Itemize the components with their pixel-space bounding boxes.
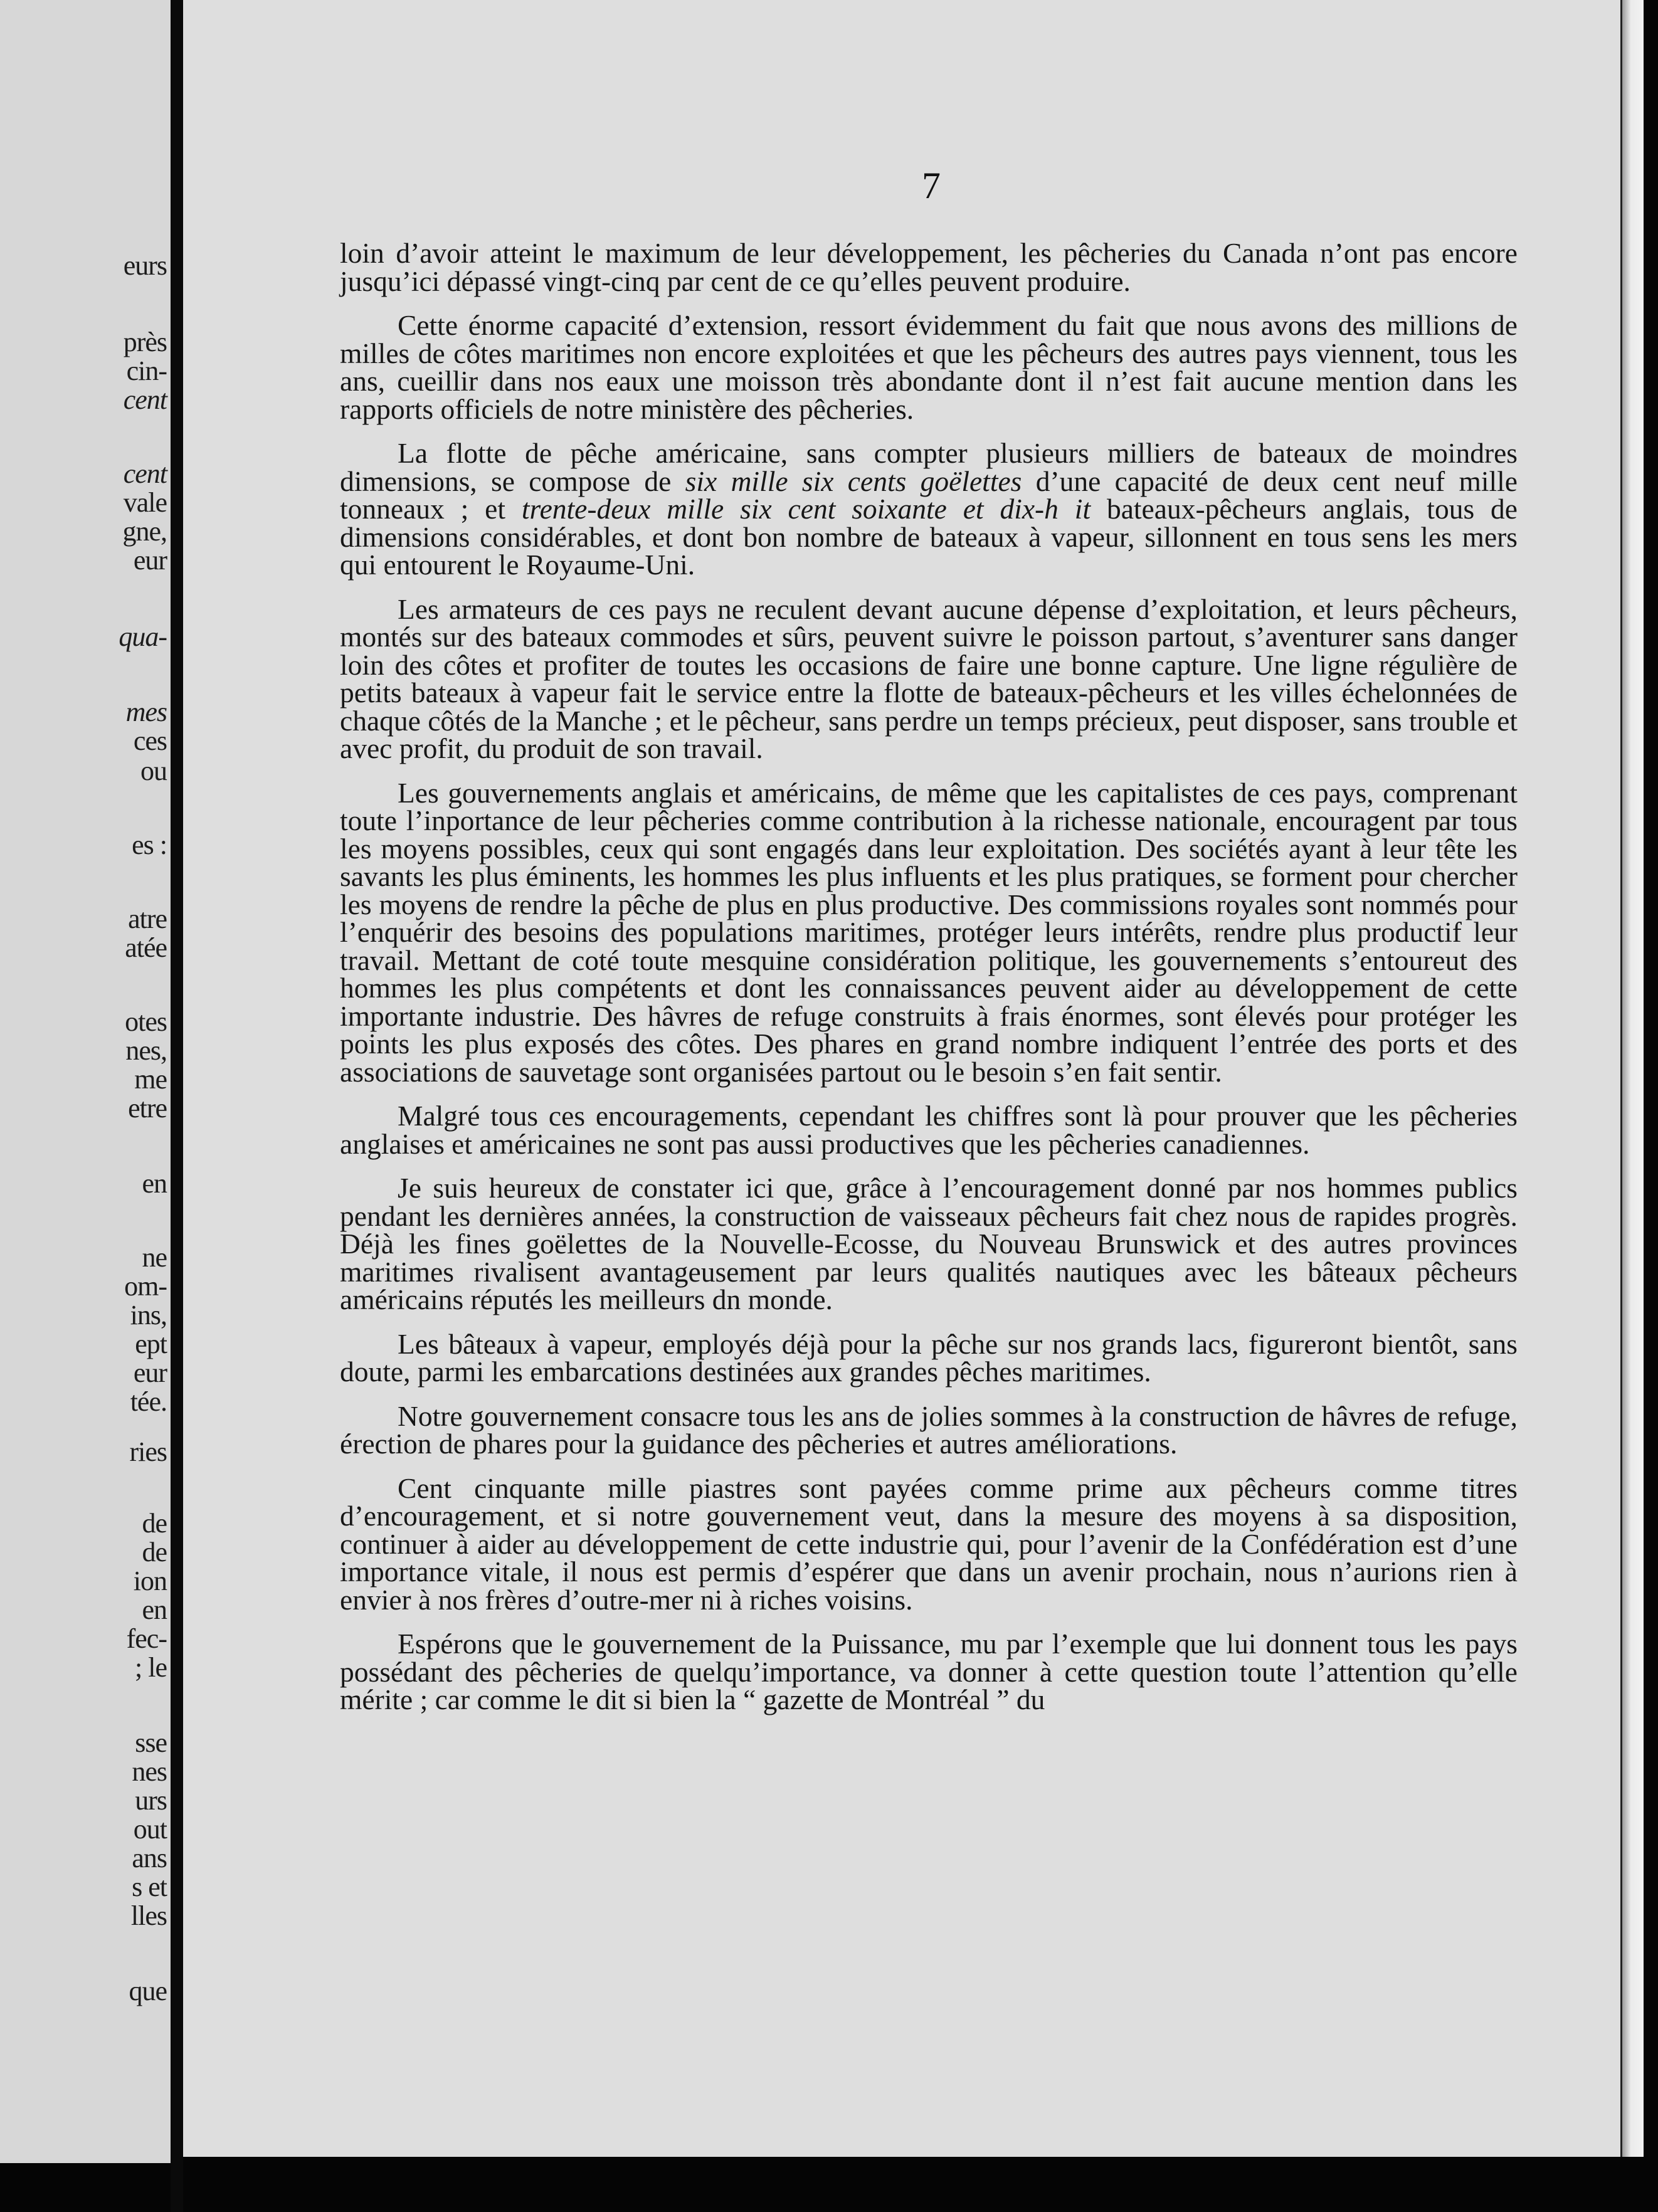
fragment-text: atée (125, 932, 167, 963)
fragment-text: eur (133, 1357, 167, 1388)
fragment-text: cent (123, 458, 167, 489)
paragraph: Je suis heureux de constater ici que, grâce à l’encouragement donné par nos hommes publics pendant les dernières années, la construction de vaisseaux pêcheurs fait chez nous de rapides progrès. Déjà les fines goëlettes de la Nouvelle-Ecosse, du Nouveau Brunswick et des autres provinces maritimes rivalisent avantageusement par leurs qualités nautiques avec les bâteaux pêcheurs américains réputés les meilleurs dn monde. (340, 1172, 1518, 1315)
paragraph-text: bateaux-pêcheurs anglais, tous de dimensions considérables, et dont bon nombre de bateaux à vapeur, sillonnent en tous sens les mers qui entourent le Royaume-Uni. (340, 493, 1518, 581)
fragment-text: ces (133, 725, 167, 756)
fragment-text: es : (132, 830, 167, 860)
paragraph: loin d’avoir atteint le maximum de leur développement, les pêcheries du Canada n’ont pas encore jusqu’ici dépassé vingt-cinq par cent de ce qu’elles peuvent produire. (340, 237, 1518, 297)
fragment-text: en (142, 1168, 167, 1199)
paragraph-text: d’une capacité de deux cent neuf mille tonneaux ; et (340, 465, 1518, 525)
paragraph: Espérons que le gouvernement de la Puissance, mu par l’exemple que lui donnent tous les pays possédant des pêcheries de quelqu’importance, va donner à cette question toute l’attention qu’elle mérite ; car comme le dit si bien la “ gazette de Montréal ” du (340, 1628, 1518, 1715)
paragraph: Malgré tous ces encouragements, cependant les chiffres sont là pour prouver que les pêcheries anglaises et américaines ne sont pas aussi productives que les pêcheries canadiennes. (340, 1100, 1518, 1160)
fragment-text: en (142, 1594, 167, 1625)
page-number: 7 (922, 165, 941, 206)
fragment-text: ; le (135, 1652, 167, 1683)
fragment-text: me (134, 1064, 167, 1095)
italic-text: trente-deux mille six cent soixante et dix-h it (521, 493, 1091, 525)
fragment-text: atre (128, 903, 167, 934)
fragment-text: ans (132, 1843, 167, 1873)
fragment-text: de (142, 1508, 167, 1539)
fragment-text: s et (132, 1872, 167, 1902)
fragment-text: tée. (130, 1386, 167, 1417)
fragment-text: lles (130, 1900, 167, 1931)
book-gutter (171, 0, 183, 2212)
fragment-text: etre (128, 1093, 167, 1124)
fragment-text: out (133, 1814, 167, 1845)
fragment-text: ins, (130, 1300, 167, 1330)
paragraph (340, 437, 1518, 581)
page-edge (1620, 0, 1644, 2157)
paragraph: Cette énorme capacité d’extension, ressort évidemment du fait que nous avons des millions de milles de côtes maritimes non encore exploitées et que les pêcheurs des autres pays viennent, tous les ans, cueillir dans nos eaux une moisson très abondante dont il n’est fait aucune mention dans les rapports officiels de notre ministère des pêcheries. (340, 309, 1518, 425)
fragment-text: ne (142, 1242, 167, 1273)
fragment-text: eur (133, 545, 167, 576)
paragraph: Les armateurs de ces pays ne reculent devant aucune dépense d’exploitation, et leurs pêcheurs, montés sur des bateaux commodes et sûrs, peuvent suivre le poisson partout, s’aventurer sans danger loin des côtes et profiter de toutes les occasions de faire une bonne capture. Une ligne régulière de petits bateaux à vapeur fait le service entre la flotte de bateaux-pêcheurs et les villes échelonnées de chaque côtés de la Manche ; et le pêcheur, sans perdre un temps précieux, peut disposer, sans trouble et avec profit, du produit de son travail. (340, 592, 1518, 764)
fragment-text: sse (135, 1727, 167, 1758)
paragraph: Les bâteaux à vapeur, employés déjà pour la pêche sur nos grands lacs, figureront bientôt, sans doute, parmi les embarcations destinées aux grandes pêches maritimes. (340, 1327, 1518, 1388)
fragment-text: cent (123, 384, 167, 415)
paragraph-text: La flotte de pêche américaine, sans compter plusieurs milliers de bateaux de moindres dimensions, se compose de (340, 437, 1518, 497)
fragment-text: mes (125, 697, 167, 727)
fragment-text: fec- (126, 1623, 167, 1654)
fragment-text: qua- (119, 621, 167, 652)
fragment-text: ept (135, 1329, 167, 1359)
fragment-text: près (123, 327, 167, 357)
fragment-text: eurs (123, 250, 167, 281)
fragment-text: urs (135, 1785, 167, 1816)
fragment-text: de (142, 1537, 167, 1567)
paragraph: Notre gouvernement consacre tous les ans de jolies sommes à la construction de hâvres de refuge, érection de phares pour la guidance des pêcheries et autres améliorations. (340, 1399, 1518, 1460)
fragment-text: ries (129, 1436, 167, 1467)
page-body (340, 237, 1518, 1715)
fragment-text: otes (125, 1006, 167, 1037)
adjacent-page-fragment (0, 0, 171, 2163)
fragment-text: que (129, 1976, 167, 2006)
fragment-text: cin- (126, 356, 167, 386)
fragment-text: ou (140, 756, 167, 786)
fragment-text: nes (132, 1756, 167, 1787)
fragment-text: nes, (125, 1035, 167, 1066)
paragraph: Les gouvernements anglais et américains, de même que les capitalistes de ces pays, comprenant toute l’inportance de leur pêcheries comme contribution à la richesse nationale, encouragent par tous les moyens possibles, ceux qui sont engagés dans leur exploitation. Des sociétés ayant à leur tête les savants les plus éminents, les hommes les plus influents et les plus pratiques, se forment pour chercher les moyens de rendre la pêche de plus en plus productive. Des commissions royales sont nommés pour l’enquérir des besoins des populations maritimes, protéger leurs intérêts, rendre plus productif leur travail. Mettant de coté toute mesquine considération politique, les gouvernements s’entoureut des hommes les plus compétents et dont les connaissances peuvent aider au développement de cette importante industrie. Des hâvres de refuge construits à frais énormes, sont élevés pour protéger les points les plus exposés des côtes. Des phares en grand nombre indiquent l’entrée des ports et des associations de sauvetage sont organisées partout ou le besoin s’en fait sentir. (340, 776, 1518, 1088)
paragraph: Cent cinquante mille piastres sont payées comme prime aux pêcheurs comme titres d’encouragement, et si notre gouvernement veut, dans la mesure des moyens à sa disposition, continuer à aider au développement de cette industrie qui, pour l’avenir de la Confédération est d’une importance vitale, il nous est permis d’espérer que dans un avenir prochain, nous n’aurions rien à envier à nos frères d’outre-mer ni à riches voisins. (340, 1472, 1518, 1616)
italic-text: six mille six cents goëlettes (685, 465, 1022, 497)
fragment-text: gne, (122, 516, 167, 547)
fragment-text: om- (124, 1271, 167, 1302)
fragment-text: ion (133, 1566, 167, 1596)
fragment-text: vale (123, 487, 167, 518)
